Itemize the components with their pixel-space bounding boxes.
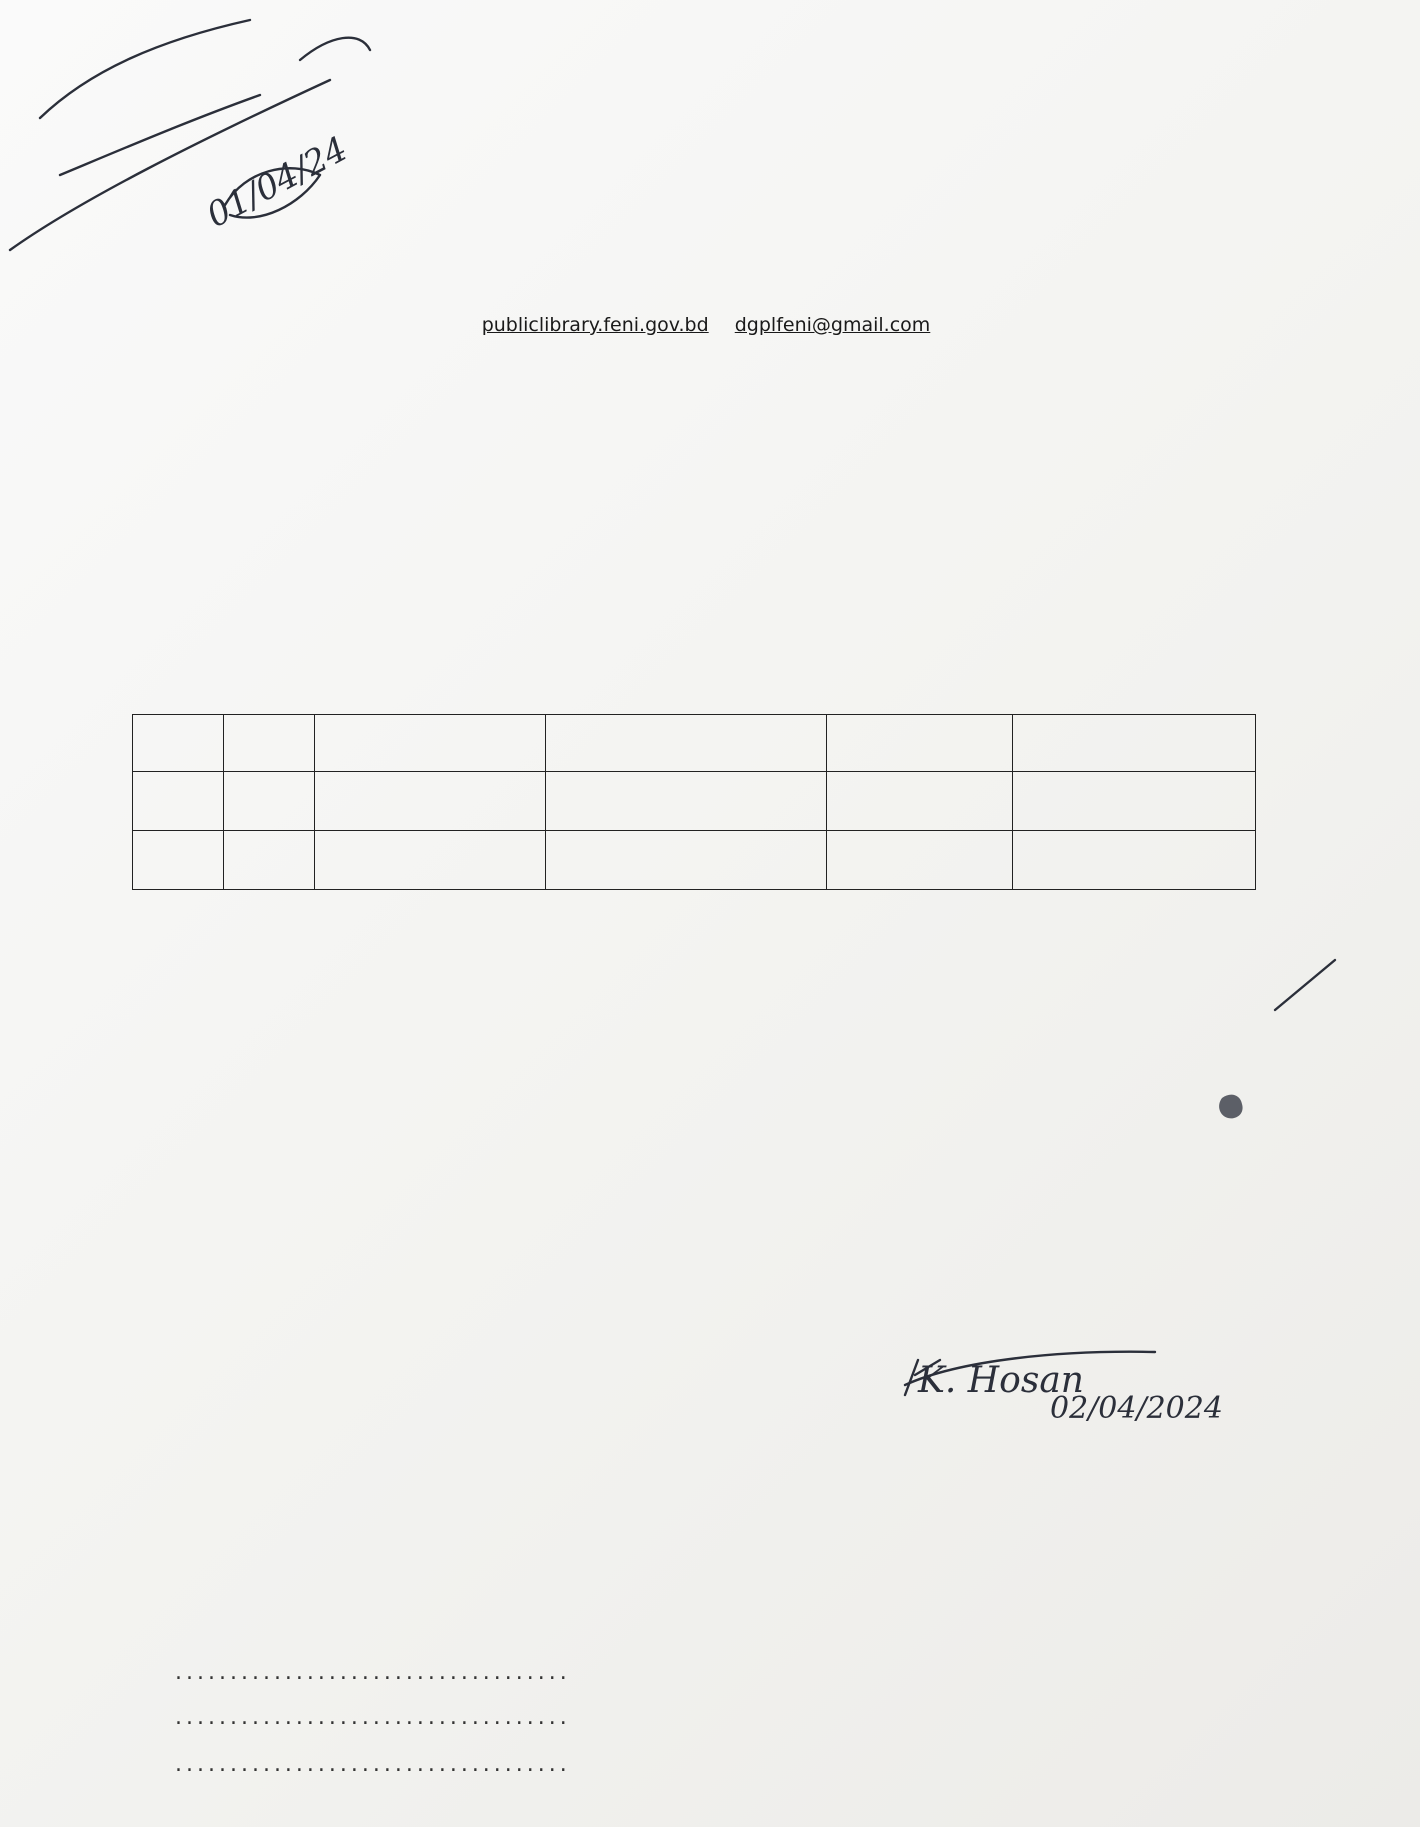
recipient-line: .................................... [175,1705,571,1730]
col-group [224,715,315,772]
cell-group [224,831,315,890]
recipient-line: .................................... [175,1660,571,1685]
contact-line [0,314,1420,336]
cell-class [315,772,546,831]
table-row [133,772,1256,831]
col-class [315,715,546,772]
table-header-row [133,715,1256,772]
recipient-line: .................................... [175,1752,571,1777]
cell-subject [546,831,827,890]
cell-venue [1013,772,1256,831]
table-row [133,831,1256,890]
cell-venue [1013,831,1256,890]
signature-initials: K. Hosan [918,1360,1084,1401]
cell-group [224,772,315,831]
margin-annotation [10,20,370,250]
cell-subject [546,772,827,831]
cell-serial [133,772,224,831]
cell-date-time [827,772,1013,831]
cell-date-time [827,831,1013,890]
website-link[interactable]: publiclibrary.feni.gov.bd [481,314,709,336]
margin-date: 01/04/24 [200,128,355,236]
signature-date: 02/04/2024 [1050,1391,1223,1426]
cell-class [315,831,546,890]
cell-serial [133,831,224,890]
handwritten-signature [905,1352,1223,1426]
col-subject [546,715,827,772]
col-date-time [827,715,1013,772]
email-link[interactable]: dgplfeni@gmail.com [734,314,931,336]
col-serial [133,715,224,772]
competition-table [132,714,1256,890]
col-venue [1013,715,1256,772]
ink-blot [1219,960,1335,1118]
